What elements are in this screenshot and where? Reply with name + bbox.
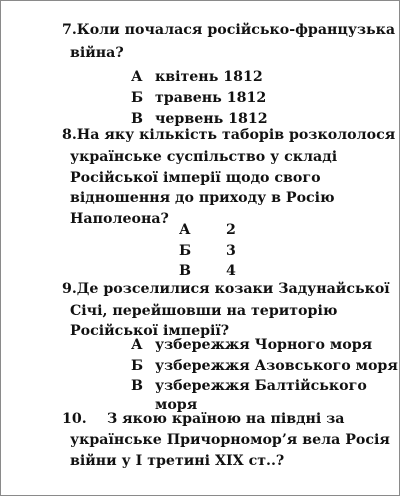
question-7-option-b [131,90,267,106]
option-letter: А [179,222,191,238]
option-letter: Б [131,358,144,374]
option-text: узбережжя Чорного моря [155,337,373,353]
option-text: узбережжя Балтійського [155,378,367,394]
option-letter: Б [179,243,192,259]
option-letter: А [131,69,143,85]
question-7-line-2: війна? [70,45,124,61]
question-9-option-a [131,337,373,353]
option-text: 4 [226,263,236,279]
option-text: червень 1812 [155,111,268,127]
option-text: травень 1812 [155,90,267,106]
question-10-number: 10. [62,411,87,427]
option-text: квітень 1812 [155,69,263,85]
question-8-line-2: українське суспільство у складі [70,149,338,165]
question-9-option-c-continuation: моря [155,397,198,413]
question-8-line-3: Російської імперії щодо свого [70,170,321,186]
question-7-line-1: 7.Коли почалася російсько-французька [62,22,396,38]
option-text: 2 [226,222,236,238]
question-10-line-1: З якою країною на півдні за [107,411,345,427]
question-9-line-2: Січі, перейшовши на територію [70,303,338,319]
option-letter: В [131,111,143,127]
option-letter: Б [131,90,144,106]
question-9-line-1: 9.Де розселилися козаки Задунайської [62,281,390,297]
question-8-option-c [179,263,236,279]
option-letter: В [179,263,191,279]
question-8-line-1: 8.На яку кількість таборів розкололося [62,127,396,143]
option-text: 3 [226,243,236,259]
question-10-line-2: українське Причорномор’я вела Росія [70,432,390,448]
question-9-option-b [131,358,398,374]
question-7-option-c [131,111,268,127]
question-9-line-3: Російської імперії? [70,323,230,339]
question-9-option-c [131,378,367,394]
question-8-option-a [179,222,236,238]
question-8-line-4: відношення до приходу в Росію [70,190,335,206]
question-8-line-5: Наполеона? [70,211,169,227]
question-7-option-a [131,69,263,85]
question-10-line-3: війни у І третині ХІХ ст..? [70,453,285,469]
option-letter: В [131,378,143,394]
option-letter: А [131,337,143,353]
question-8-option-b [179,243,236,259]
option-text: узбережжя Азовського моря [155,358,398,374]
